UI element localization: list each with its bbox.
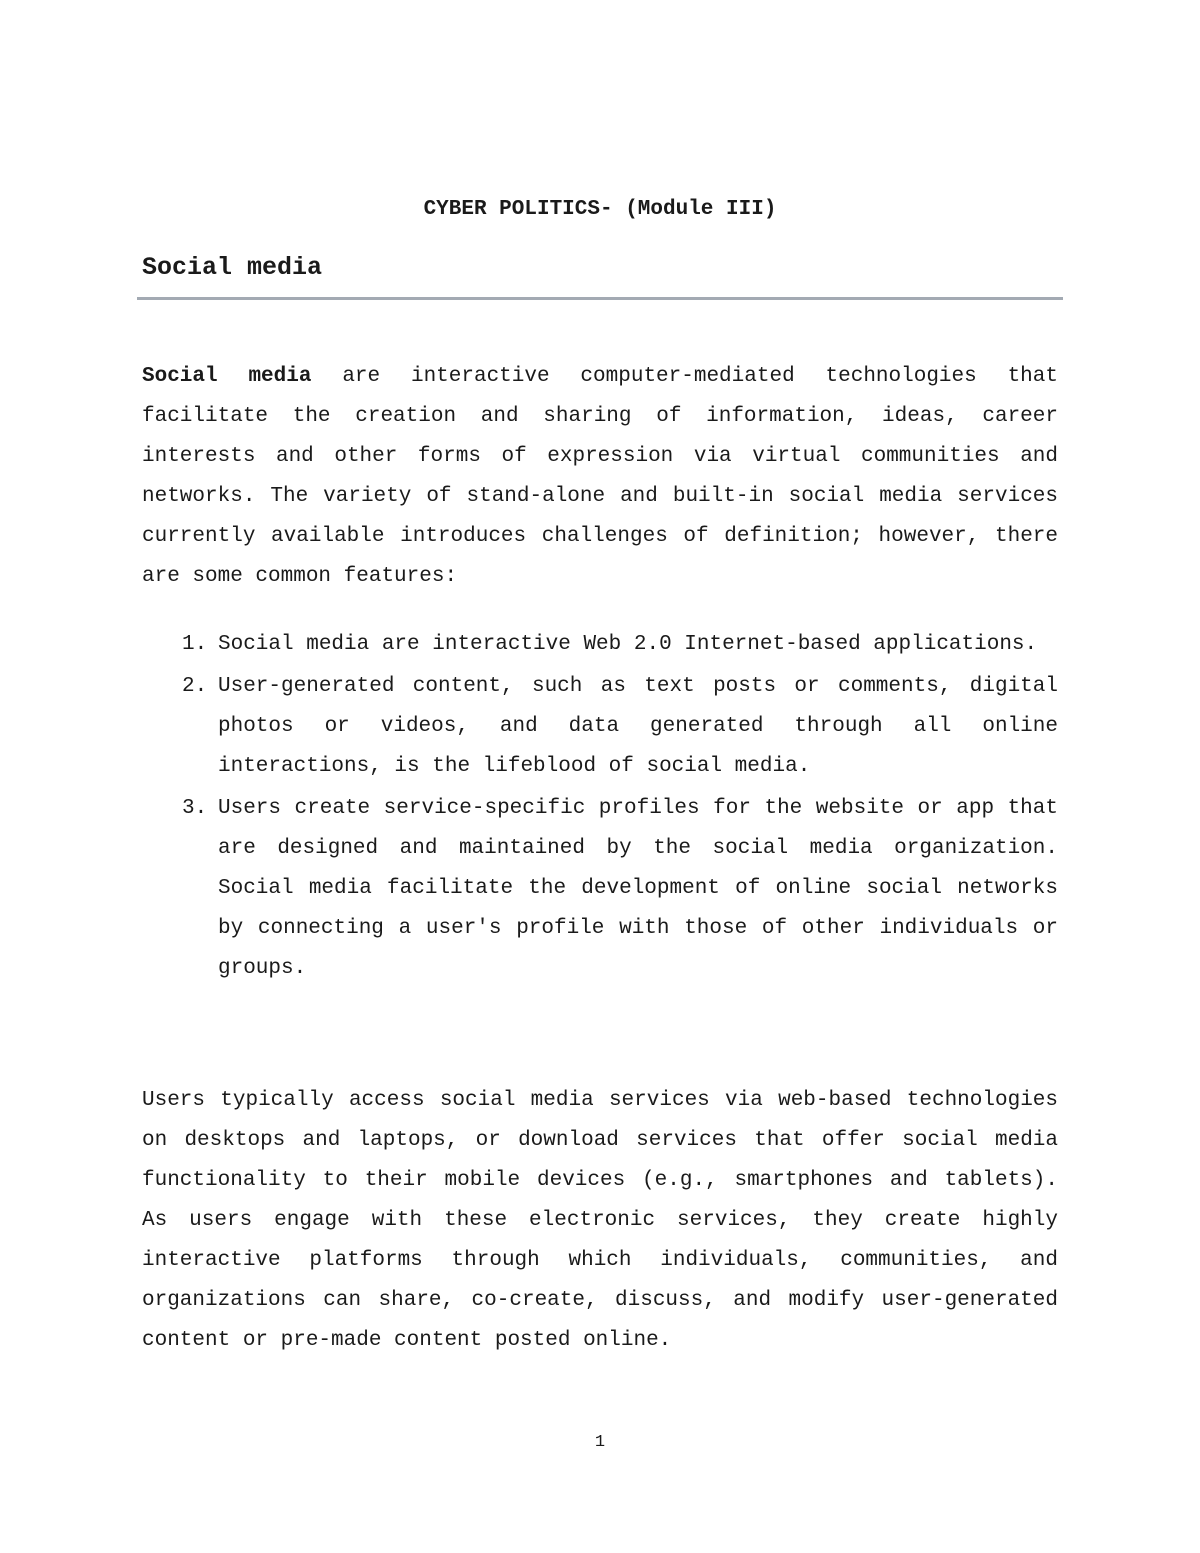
intro-term: Social media [142,365,312,388]
feature-number: 2. [182,675,208,698]
page-number: 1 [594,1433,606,1452]
features-list [142,625,1058,991]
feature-text: Users create service-specific profiles for the website or app that are designed and maintained by the social media organization. Social media facilitate the development of online social networks by connecting a user's profile with those of other individuals or groups. [218,797,1058,980]
section-heading: Social media [142,253,323,282]
feature-item-2 [142,667,1058,787]
heading-divider [137,297,1063,300]
feature-text: User-generated content, such as text posts or comments, digital photos or videos, and data generated through all online interactions, is the lifeblood of social media. [218,675,1058,778]
feature-number: 3. [182,797,208,820]
intro-paragraph [142,357,1058,597]
feature-number: 1. [182,633,208,656]
intro-text: are interactive computer-mediated technologies that facilitate the creation and sharing of information, ideas, career interests and other forms of expression via virtual communities and networks. The variety of stand-alone and built-in social media services currently available introduces challenges of definition; however, there are some common features: [142,365,1058,588]
document-title: CYBER POLITICS- (Module III) [423,198,777,221]
feature-item-1 [142,625,1058,665]
closing-paragraph: Users typically access social media services via web-based technologies on desktops and laptops, or download services that offer social media functionality to their mobile devices (e.g., smartphones and tablets). As users engage with these electronic services, they create highly interactive platforms through which individuals, communities, and organizations can share, co-create, discuss, and modify user-generated content or pre-made content posted online. [142,1089,1058,1352]
feature-item-3 [142,789,1058,989]
feature-text: Social media are interactive Web 2.0 Internet-based applications. [218,633,1038,656]
